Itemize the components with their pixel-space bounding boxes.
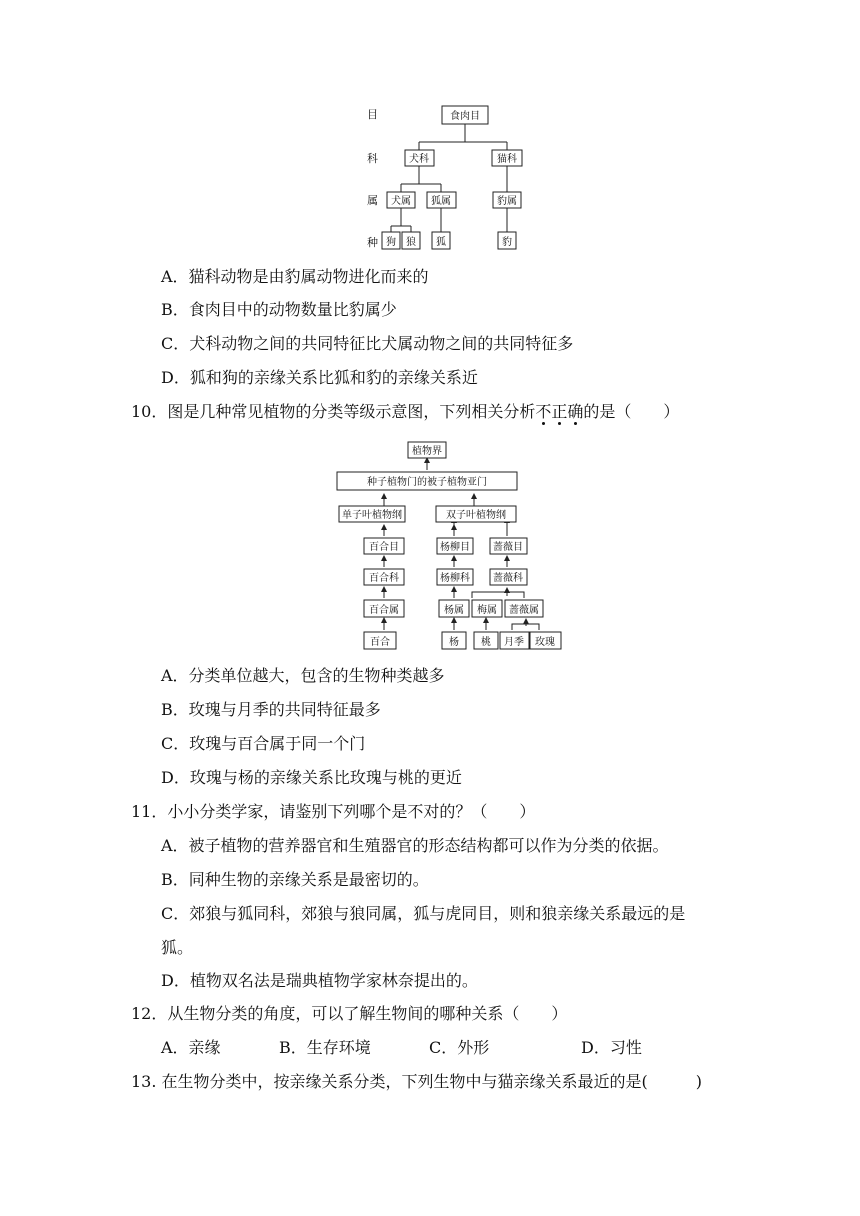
q9-option-c: C．犬科动物之间的共同特征比犬属动物之间的共同特征多 (161, 334, 574, 353)
node-canis: 犬属 (391, 196, 411, 207)
q9-option-b: B．食肉目中的动物数量比豹属少 (161, 300, 397, 319)
node-lily: 百合 (370, 637, 390, 648)
q12-option-b: B．生存环境 (279, 1038, 371, 1057)
node-felidae: 猫科 (497, 154, 517, 165)
q12-option-a: A．亲缘 (161, 1038, 221, 1057)
node-rosa: 蔷薇属 (509, 605, 539, 616)
emphasis-char: 确 (567, 402, 584, 421)
q11-option-c-cont: 狐。 (161, 938, 194, 957)
q11-stem: 11．小小分类学家，请鉴别下列哪个是不对的？（ ） (131, 802, 536, 821)
q10-option-c: C．玫瑰与百合属于同一个门 (161, 734, 366, 753)
node-salicales: 杨柳目 (440, 542, 470, 553)
q11-option-c: C．郊狼与狐同科，郊狼与狼同属，狐与虎同目，则和狼亲缘关系最远的是 (161, 904, 686, 923)
q10-option-d: D．玫瑰与杨的亲缘关系比玫瑰与桃的更近 (161, 768, 462, 787)
node-liliales: 百合目 (369, 542, 399, 553)
q10-option-b: B．玫瑰与月季的共同特征最多 (161, 700, 381, 719)
node-vulpes: 狐属 (431, 196, 451, 207)
node-chinese-rose: 月季 (504, 637, 524, 648)
q10-stem-pre: 10．图是几种常见植物的分类等级示意图，下列相关分析 (131, 402, 536, 421)
node-monocot: 单子叶植物纲 (342, 510, 402, 521)
node-liliaceae: 百合科 (369, 573, 399, 584)
node-rosaceae: 蔷薇科 (493, 573, 523, 584)
node-peach: 桃 (481, 637, 491, 648)
node-rosales: 蔷薇目 (493, 542, 523, 553)
q10-stem-post: 的是（ ） (583, 402, 680, 421)
emphasis-char: 不 (535, 402, 552, 421)
q11-option-b: B．同种生物的亲缘关系是最密切的。 (161, 870, 429, 889)
q9-option-d: D．狐和狗的亲缘关系比狐和豹的亲缘关系近 (161, 368, 478, 387)
q12-option-c: C．外形 (429, 1038, 490, 1057)
q10-stem (131, 401, 679, 423)
node-panthera: 豹属 (497, 196, 517, 207)
level-label-order: 目 (367, 108, 378, 121)
node-salicaceae: 杨柳科 (440, 573, 470, 584)
node-prunus: 梅属 (477, 605, 497, 616)
emphasis-char: 正 (551, 402, 568, 421)
q10-option-a: A．分类单位越大，包含的生物种类越多 (161, 666, 445, 685)
level-label-genus: 属 (367, 194, 378, 207)
node-angiosperm-subphylum: 种子植物门的被子植物亚门 (367, 477, 487, 488)
q11-option-a: A．被子植物的营养器官和生殖器官的形态结构都可以作为分类的依据。 (161, 836, 669, 855)
node-wolf: 狼 (406, 237, 416, 248)
node-leopard: 豹 (502, 237, 512, 248)
node-poplar: 杨 (449, 637, 459, 648)
node-dicot: 双子叶植物纲 (446, 510, 506, 521)
q12-stem: 12．从生物分类的角度，可以了解生物间的哪种关系（ ） (131, 1004, 568, 1023)
node-lilium: 百合属 (369, 605, 399, 616)
node-populus: 杨属 (444, 605, 464, 616)
node-carnivora: 食肉目 (450, 111, 480, 122)
node-plantae: 植物界 (412, 446, 442, 457)
q12-option-d: D．习性 (581, 1038, 642, 1057)
q9-option-a: A．猫科动物是由豹属动物进化而来的 (161, 267, 429, 286)
node-dog: 狗 (386, 237, 396, 248)
carnivora-tree-diagram (355, 100, 535, 255)
level-label-species: 种 (367, 236, 378, 249)
level-label-family: 科 (367, 152, 378, 165)
q11-option-d: D．植物双名法是瑞典植物学家林奈提出的。 (161, 971, 478, 990)
node-fox: 狐 (436, 237, 446, 248)
q13-stem: 13. 在生物分类中，按亲缘关系分类，下列生物中与猫亲缘关系最近的是( ) (131, 1072, 703, 1091)
node-canidae: 犬科 (409, 154, 429, 165)
node-rose: 玫瑰 (535, 637, 555, 648)
plant-classification-diagram (336, 436, 562, 650)
